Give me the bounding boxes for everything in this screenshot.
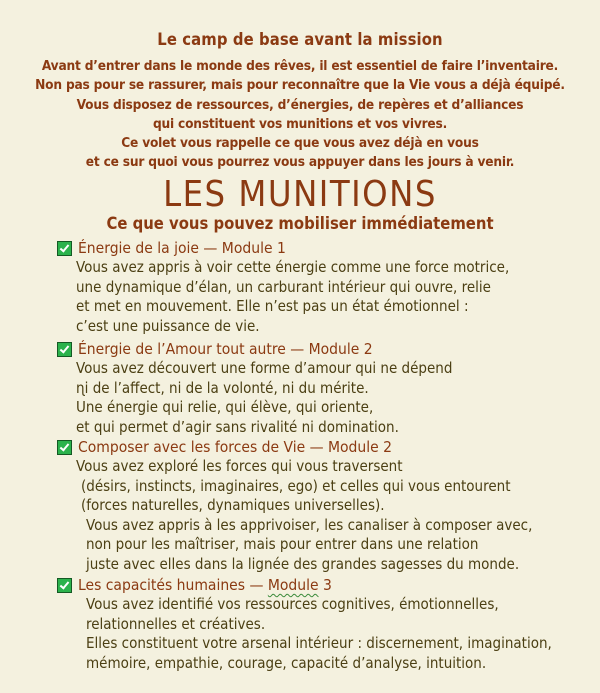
body-line: non pour les maîtriser, mais pour entrer dans une relation (86, 535, 479, 553)
body-line: Vous avez appris à les apprivoiser, les canaliser à composer avec, (86, 515, 533, 534)
section-love-energy (57, 339, 452, 437)
body-line: Une énergie qui relie, qui élève, qui oriente, (76, 398, 374, 416)
body-line: c’est une puissance de vie. (76, 316, 260, 335)
body-line: juste avec elles dans la lignée des grandes sagesses du monde. (86, 554, 520, 573)
section-title-text: Énergie de la joie — Module 1 (78, 239, 286, 257)
checkbox-checked-icon (57, 440, 72, 455)
section-joy-energy (57, 238, 509, 336)
checkbox-checked-icon (57, 342, 72, 357)
section-body (57, 359, 452, 437)
section-title (57, 238, 509, 258)
page-subtitle: Ce que vous pouvez mobiliser immédiatement (106, 214, 494, 233)
section-title-text: Énergie de l’Amour tout autre — Module 2 (78, 340, 373, 358)
checkbox-checked-icon (57, 578, 72, 593)
section-body (57, 258, 509, 336)
body-line: (forces naturelles, dynamiques universelles). (81, 496, 385, 514)
body-line: et met en mouvement. Elle n’est pas un état émotionnel : (76, 297, 469, 315)
body-line: mémoire, empathie, courage, capacité d’analyse, intuition. (86, 653, 487, 672)
section-heading: Le camp de base avant la mission (157, 30, 443, 49)
intro-line: Non pas pour se rassurer, mais pour reconnaître que la Vie vous a déjà équipé. (35, 77, 565, 94)
page-title: LES MUNITIONS (163, 174, 437, 215)
section-title (57, 339, 452, 359)
intro-line: Vous disposez de ressources, d’énergies, de repères et d’alliances (76, 96, 524, 113)
body-line: Vous avez appris à voir cette énergie comme une force motrice, (76, 258, 510, 276)
intro-paragraph (0, 57, 600, 173)
body-line: relationnelles et créatives. (86, 614, 266, 633)
section-body (57, 595, 552, 673)
section-human-capacities (57, 575, 552, 673)
section-title-text: Composer avec les forces de Vie — Module 2 (78, 438, 392, 456)
intro-line: Ce volet vous rappelle ce que vous avez déjà en vous (121, 135, 479, 152)
checkbox-checked-icon (57, 241, 72, 256)
intro-line: et ce sur quoi vous pourrez vous appuyer dans les jours à venir. (85, 154, 515, 171)
spellcheck-underlined-word: Module (267, 576, 319, 594)
body-line: (désirs, instincts, imaginaires, ego) et celles qui vous entourent (81, 476, 511, 495)
body-line: Elles constituent votre arsenal intérieur : discernement, imagination, (86, 634, 552, 652)
title-part: 3 (318, 576, 332, 594)
body-line: Vous avez exploré les forces qui vous traversent (76, 457, 403, 475)
section-life-forces (57, 437, 532, 574)
section-body (57, 457, 532, 574)
intro-line: qui constituent vos munitions et vos vivres. (152, 115, 448, 132)
section-title-text (78, 576, 332, 594)
intro-line: Avant d’entrer dans le monde des rêves, il est essentiel de faire l’inventaire. (41, 58, 559, 74)
section-title (57, 575, 552, 595)
body-line: ɳi de l’affect, ni de la volonté, ni du mérite. (76, 378, 369, 397)
section-title (57, 437, 532, 457)
title-part: Les capacités humaines — (78, 576, 268, 594)
body-line: une dynamique d’élan, un carburant intérieur qui ouvre, relie (76, 277, 491, 296)
body-line: Vous avez découvert une forme d’amour qui ne dépend (76, 359, 453, 377)
body-line: Vous avez identifié vos ressources cognitives, émotionnelles, (86, 595, 499, 613)
body-line: et qui permet d’agir sans rivalité ni domination. (76, 417, 399, 436)
